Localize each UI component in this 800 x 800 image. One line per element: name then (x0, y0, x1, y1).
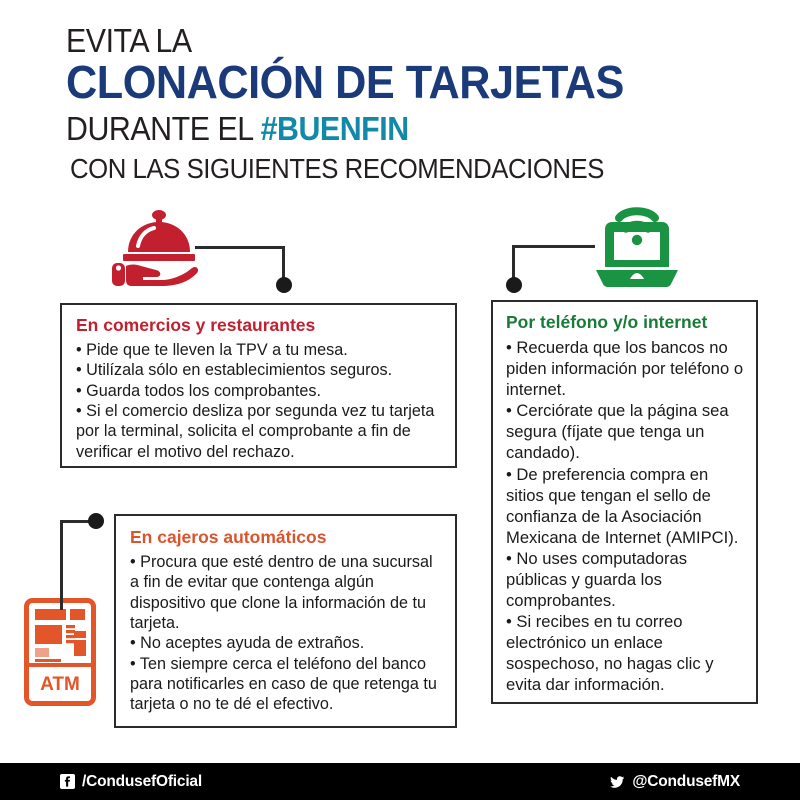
facebook-icon (60, 774, 75, 789)
list-item: • De preferencia compra en sitios que tengan el sello de confianza de la Asociación Mexicana de Internet (AMIPCI). (506, 464, 739, 547)
connector-dot-atm (88, 513, 104, 529)
list-item: • Recuerda que los bancos no piden información por teléfono o internet. (506, 338, 744, 400)
facebook-handle: /CondusefOficial (82, 772, 202, 790)
list-item: • No uses computadoras públicas y guarda los comprobantes. (506, 548, 688, 610)
header-line-3-prefix: DURANTE EL (66, 110, 261, 147)
facebook-link[interactable] (60, 763, 202, 800)
box-atm-title: En cajeros automáticos (130, 527, 327, 547)
list-item: • Utilízala sólo en establecimientos seguros. (76, 361, 393, 380)
connector-line-phone-horizontal (512, 245, 595, 248)
list-item: • No aceptes ayuda de extraños. (130, 634, 365, 653)
box-phone-internet (491, 300, 758, 704)
footer-bar (0, 763, 800, 800)
list-item: • Guarda todos los comprobantes. (76, 381, 322, 400)
box-commerce-restaurants (60, 303, 457, 468)
list-item: • Procura que esté dentro de una sucursal a fin de evitar que contenga algún dispositivo que clone la información de tu tarjeta. (130, 553, 433, 633)
connector-line-commerce-horizontal (195, 246, 285, 249)
atm-icon-label: ATM (40, 674, 80, 695)
twitter-icon (610, 774, 625, 789)
box-atm-body (130, 552, 445, 715)
connector-dot-commerce (276, 277, 292, 293)
header-line-2: CLONACIÓN DE TARJETAS (66, 56, 624, 108)
twitter-handle: @CondusefMX (632, 772, 740, 790)
laptop-wifi-icon (592, 207, 682, 287)
connector-dot-phone (506, 277, 522, 293)
list-item: • Si el comercio desliza por segunda vez tu tarjeta por la terminal, solicita el comprobante a fin de verificar el motivo del rechazo. (76, 402, 435, 461)
twitter-link[interactable] (610, 763, 740, 800)
box-phone-body (506, 337, 746, 695)
box-commerce-body (76, 340, 443, 462)
box-commerce-title: En comercios y restaurantes (76, 315, 316, 335)
header-hashtag: #BUENFIN (260, 110, 409, 147)
box-atm (114, 514, 457, 728)
connector-line-atm-vertical (60, 520, 63, 610)
atm-machine-icon (24, 598, 96, 706)
cloche-hand-icon (112, 208, 200, 286)
list-item: • Cerciórate que la página sea segura (fíjate que tenga un candado). (506, 401, 729, 463)
box-phone-title: Por teléfono y/o internet (506, 312, 708, 332)
header-line-4: CON LAS SIGUIENTES RECOMENDACIONES (70, 153, 605, 184)
header-line-3 (66, 112, 409, 145)
list-item: • Si recibes en tu correo electrónico un enlace sospechoso, no hagas clic y evita dar información. (506, 611, 714, 695)
list-item: • Ten siempre cerca el teléfono del banco para notificarles en caso de que retenga tu tarjeta o no te dé el efectivo. (130, 654, 437, 714)
list-item: • Pide que te lleven la TPV a tu mesa. (76, 341, 348, 360)
header-line-1: EVITA LA (66, 22, 192, 59)
